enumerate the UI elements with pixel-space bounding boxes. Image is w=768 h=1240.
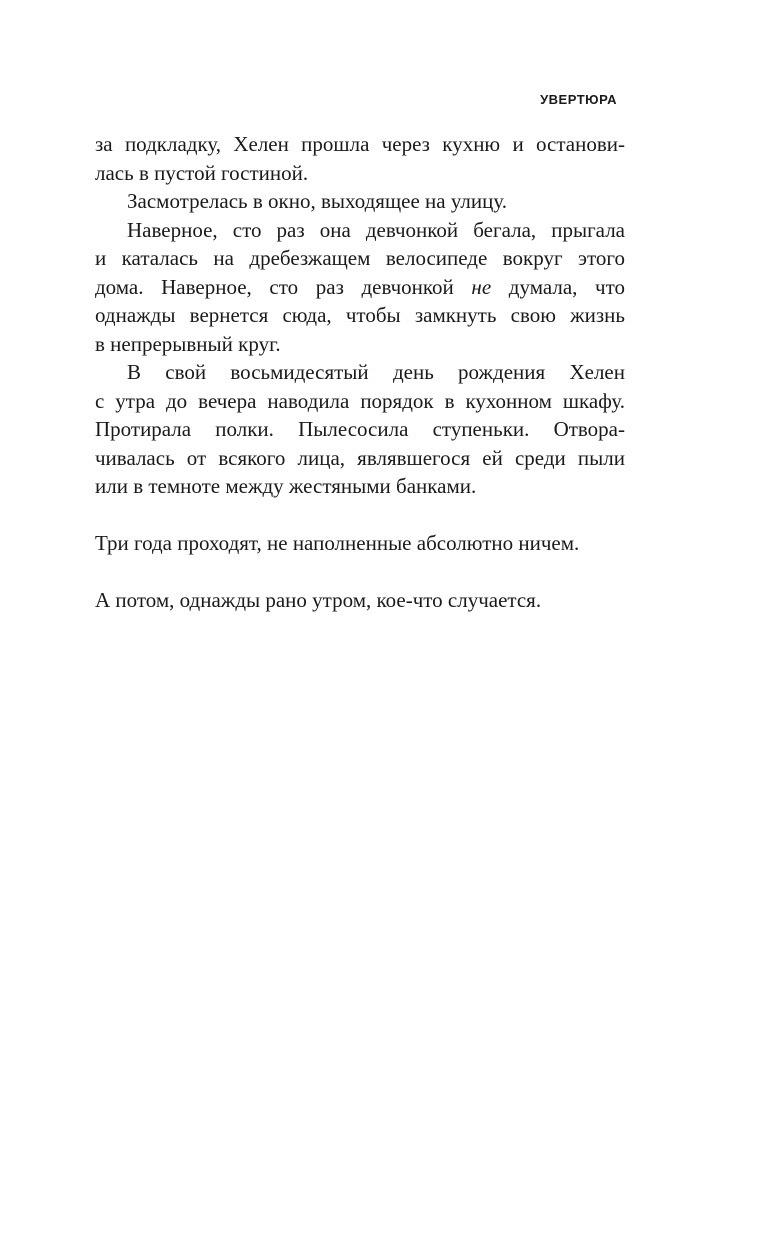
text-segment: дома. Наверное, сто раз девчонкой [95, 274, 454, 299]
paragraph-gap [95, 501, 625, 530]
running-head: УВЕРТЮРА [540, 92, 617, 107]
text-line: однажды вернется сюда, чтобы замкнуть свою жизнь [95, 303, 625, 327]
text-line: и каталась на дребезжащем велосипеде вокруг этого [95, 246, 625, 270]
text-line: лась в пустой гостиной. [95, 160, 309, 185]
paragraph-gap [95, 558, 625, 587]
text-line [95, 273, 625, 302]
text-line: Три года проходят, не наполненные абсолютно ничем. [95, 531, 580, 555]
text-line: А потом, однажды рано утром, кое-что случается. [95, 588, 542, 612]
text-line: с утра до вечера наводила порядок в кухонном шкафу. [95, 388, 625, 413]
body-text [95, 130, 625, 615]
text-line: В свой восьмидесятый день рождения Хелен [127, 360, 625, 384]
text-segment: думала, что [508, 274, 625, 299]
text-line: чивалась от всякого лица, являвшегося ей среди пыли [95, 445, 625, 470]
text-line: или в темноте между жестяными банками. [95, 474, 477, 498]
text-line: за подкладку, Хелен прошла через кухню и останови- [95, 132, 625, 156]
emphasized-word: не [471, 274, 492, 299]
text-line: Протирала полки. Пылесосила ступеньки. Отвора- [95, 417, 625, 441]
text-line: Засмотрелась в окно, выходящее на улицу. [127, 189, 507, 213]
text-line: в непрерывный круг. [95, 331, 281, 356]
text-line: Наверное, сто раз она девчонкой бегала, прыгала [127, 217, 625, 242]
